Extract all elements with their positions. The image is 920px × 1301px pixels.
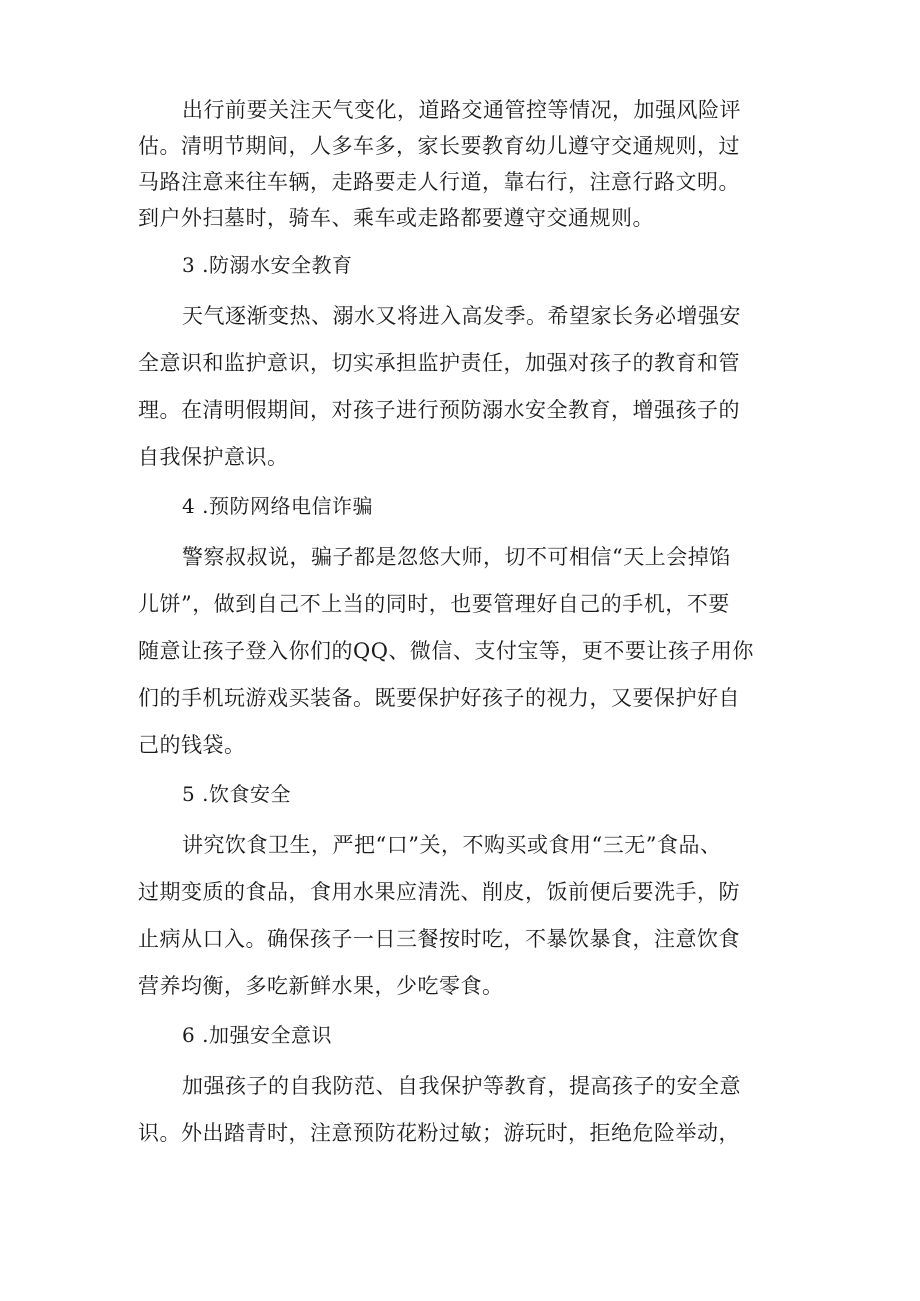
paragraph-telecom-fraud [138, 534, 798, 769]
text-line: 自我保护意识。 [138, 445, 289, 469]
text-line: 己的钱袋。 [138, 733, 246, 757]
paragraph-food-safety [138, 822, 798, 1010]
document-page [138, 92, 798, 1157]
text-line: 们的手机玩游戏买装备。既要保护好孩子的视力，又要保护好自 [138, 686, 740, 710]
section-heading-safety-awareness: 6 .加强安全意识 [182, 1023, 332, 1047]
text-line: 止病从口入。确保孩子一日三餐按时吃，不暴饮暴食，注意饮食 [138, 927, 740, 951]
text-line: 到户外扫墓时，骑车、乘车或走路都要遵守交通规则。 [138, 206, 654, 230]
section-heading-telecom-fraud: 4 .预防网络电信诈骗 [182, 494, 373, 518]
paragraph-traffic-safety [138, 92, 798, 236]
text-line: 全意识和监护意识，切实承担监护责任，加强对孩子的教育和管 [138, 351, 740, 375]
text-line: 马路注意来往车辆，走路要走人行道，靠右行，注意行路文明。 [138, 170, 740, 194]
text-line: 出行前要关注天气变化，道路交通管控等情况，加强风险评 [182, 98, 741, 122]
text-line: 营养均衡，多吃新鲜水果，少吃零食。 [138, 974, 504, 998]
text-line: 儿饼”，做到自己不上当的同时，也要管理好自己的手机，不要 [138, 592, 730, 616]
text-line: 加强孩子的自我防范、自我保护等教育，提高孩子的安全意 [182, 1074, 741, 1098]
paragraph-safety-awareness [138, 1063, 798, 1157]
text-line: 讲究饮食卫生，严把“口”关，不购买或食用“三无”食品、 [182, 833, 722, 857]
text-line: 警察叔叔说，骗子都是忽悠大师，切不可相信“天上会掉馅 [182, 545, 731, 569]
paragraph-drowning [138, 293, 798, 481]
text-line: 理。在清明假期间，对孩子进行预防溺水安全教育，增强孩子的 [138, 398, 740, 422]
section-heading-drowning: 3 .防溺水安全教育 [182, 253, 353, 277]
text-line: 随意让孩子登入你们的QQ、微信、支付宝等，更不要让孩子用你 [138, 639, 754, 663]
text-line: 识。外出踏青时，注意预防花粉过敏；游玩时，拒绝危险举动， [138, 1121, 740, 1145]
section-heading-food-safety: 5 .饮食安全 [182, 782, 291, 806]
text-line: 过期变质的食品，食用水果应清洗、削皮，饭前便后要洗手，防 [138, 880, 740, 904]
text-line: 天气逐渐变热、溺水又将进入高发季。希望家长务必增强安 [182, 304, 741, 328]
text-line: 估。清明节期间，人多车多，家长要教育幼儿遵守交通规则，过 [138, 134, 740, 158]
